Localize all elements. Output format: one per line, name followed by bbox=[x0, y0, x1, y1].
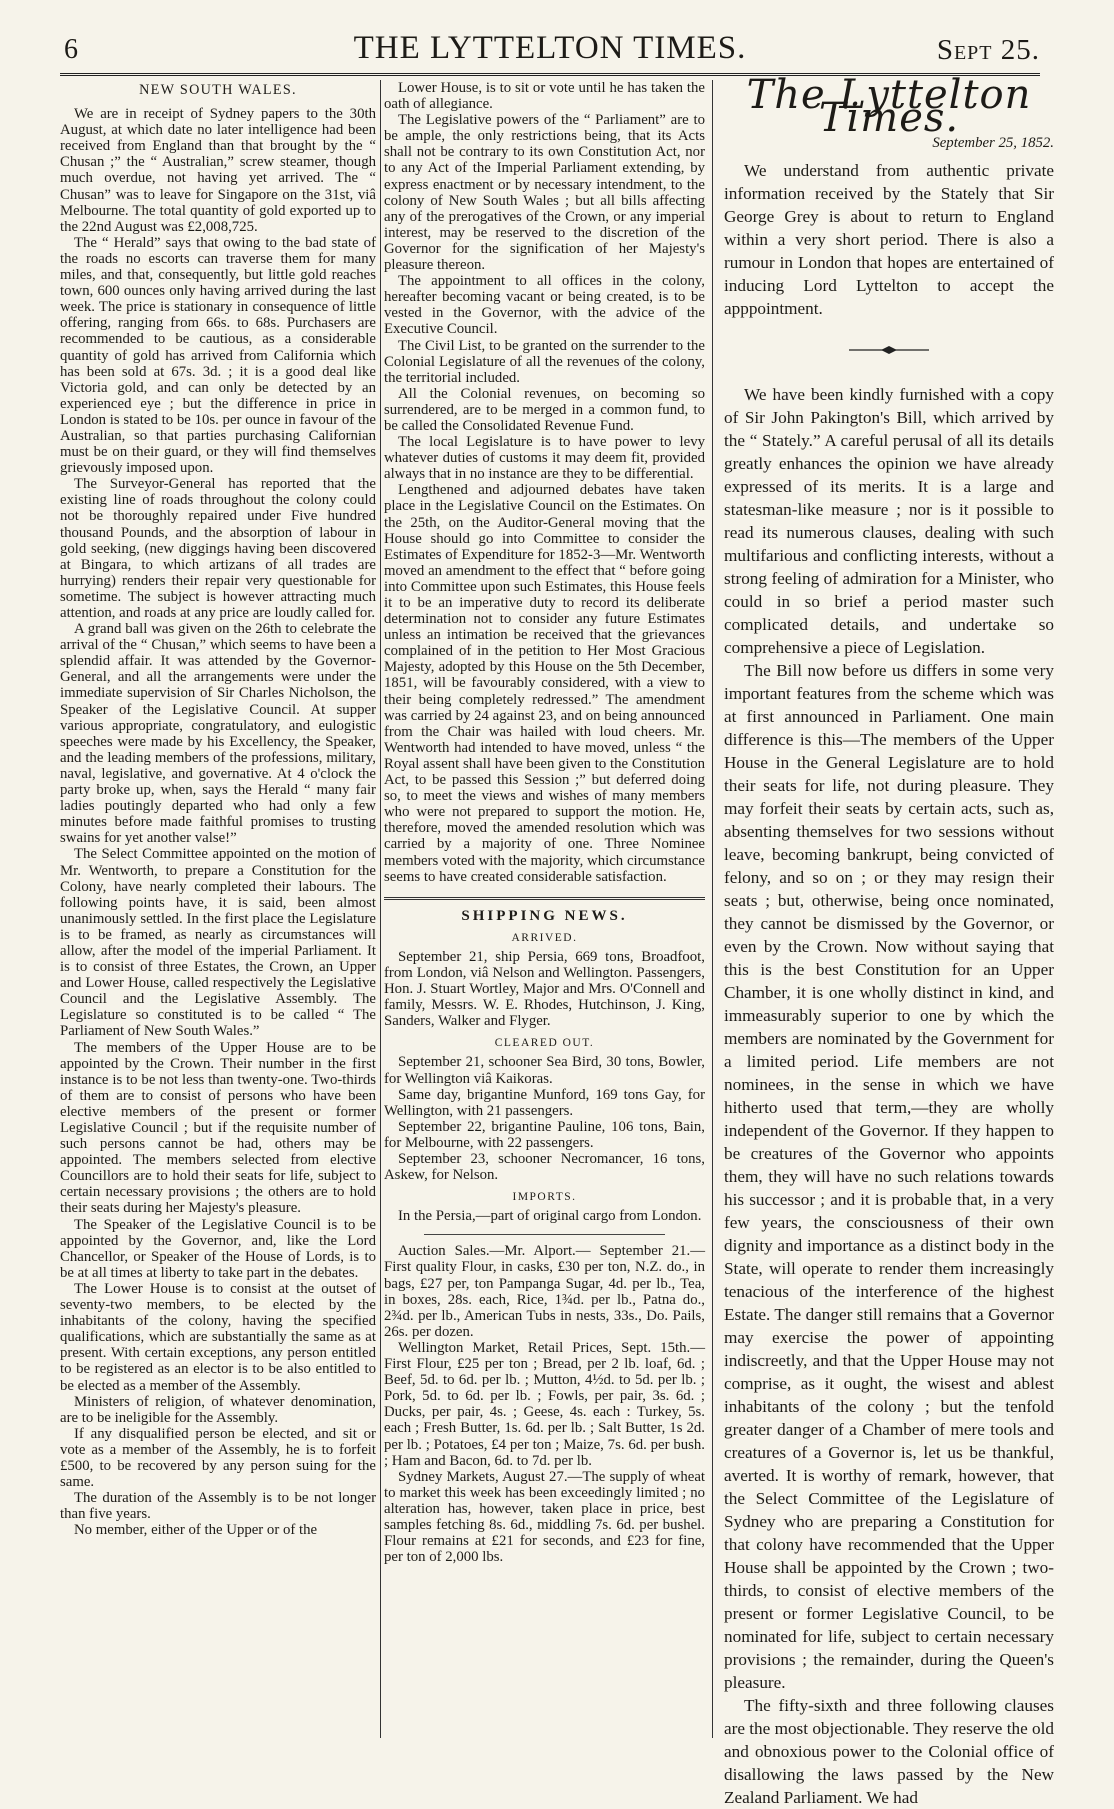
paragraph: The Surveyor-General has reported that the existing line of roads throughout the colony could not be thoroughly repaired under Five hundred thousand Pounds, and the absorption of labour in gold seeking, (new diggings having been discovered at Bingara, to which artizans of all trades are hurrying) renders their repair very questionable for sometime. The subject is however attracting much attention, and roads at any price are loudly called for. bbox=[60, 476, 376, 621]
column-2 bbox=[384, 80, 705, 1742]
paragraph: The local Legislature is to have power to levy whatever duties of customs it may deem fit, provided always that in no instance are they to be differential. bbox=[384, 434, 705, 483]
paragraph: Auction Sales.—Mr. Alport.— September 21.—First quality Flour, in casks, £30 per ton, N.Z. do., in bags, £27 per, ton Pampanga Sugar, 4d. per lb., Tea, in boxes, 28s. each, Rice, 1¾d. per lb., Patna do., 2¾d. per lb., American Tubs in nests, 33s., Do. Pails, 26s. per dozen. bbox=[384, 1243, 705, 1340]
imports-label: IMPORTS. bbox=[512, 1191, 577, 1204]
paragraph: Sydney Markets, August 27.—The supply of wheat to market this week has been exceedingly limited ; no alteration has, however, taken place in price, best samples fetching 8s. 6d., middling 7s. 6d. per bushel. Flour remains at £21 for seconds, and £23 for fine, per ton of 2,000 lbs. bbox=[384, 1468, 705, 1566]
paragraph: Lower House, is to sit or vote until he has taken the oath of allegiance. bbox=[384, 80, 705, 113]
paragraph: September 21, schooner Sea Bird, 30 tons, Bowler, for Wellington viâ Kaikoras. bbox=[384, 1054, 705, 1087]
paragraph: All the Colonial revenues, on becoming so surrendered, are to be merged in a common fund, to be called the Consolidated Revenue Fund. bbox=[384, 385, 705, 434]
section-rule bbox=[384, 897, 705, 900]
paragraph: The Bill now before us differs in some very important features from the scheme which was at first announced in Parliament. One main difference is this—The members of the Upper House in the General Legislature are to hold their seats for life, not during pleasure. They may forfeit their seats by certain acts, such as, absenting themselves for two sessions without leave, becoming bankrupt, being convicted of felony, and so on ; or they may resign their seats ; but, otherwise, being once nominated, they cannot be dismissed by the Governor, or even by the Crown. Now without saying that this is the best Constitution for an Upper Chamber, it is one wholly distinct in kind, and immeasurably superior to one by which the members are nominated by the Government for a limited period. Life members are not nominees, in the sense in which we have hitherto used that term,—they are wholly independent of the Governor. If they happen to be creatures of the Governor who appoints them, they will have no such relations towards his successor ; and it is probable that, in a very few years, the consciousness of their own dignity and importance as a distinct body in the State, will operate to render them increasingly tenacious of the interference of the highest Estate. The danger still remains that a Governor may exercise the power of appointing indiscreetly, and that the Upper House may not comprise, as it ought, the wisest and ablest inhabitants of the colony ; but the tenfold greater danger of a Chamber of mere tools and creatures of a Governor is, let us be thankful, averted. It is worthy of remark, however, that the Select Committee of the Legislature of Sydney who are preparing a Constitution for that colony have recommended that the Upper House shall be appointed by the Crown ; two-thirds, to consist of elective members of the present or former Legislative Council, to be nominated for life, subject to certain necessary provisions ; the remainder, during the Queen's pleasure. bbox=[724, 661, 1054, 1692]
paragraph: We understand from authentic private information received by the Stately that Sir George Grey is about to return to England within a very short period. There is also a rumour in London that hopes are entertained of inducing Lord Lyttelton to accept the apppointment. bbox=[724, 161, 1054, 318]
column-divider bbox=[712, 80, 713, 1738]
section-heading: NEW SOUTH WALES. bbox=[139, 82, 297, 98]
paragraph: The Select Committee appointed on the motion of Mr. Wentworth, to prepare a Constitution for the Colony, have nearly completed their labours. The following points have, it is said, been almost unanimously settled. In the first place the Legislature is to be framed, as nearly as circumstances will allow, after the model of the imperial Parliament. It is to consist of three Estates, the Crown, an Upper and Lower House, called respectively the Legislative Council and the Legislative Assembly. The Legislature so constituted is to be called “ The Parliament of New South Wales.” bbox=[60, 846, 376, 1040]
editorial-rest bbox=[724, 383, 1054, 1809]
column-3 bbox=[724, 72, 1054, 1807]
cleared-list bbox=[384, 1054, 705, 1183]
editorial-first bbox=[724, 159, 1054, 320]
paragraph: We are in receipt of Sydney papers to the 30th August, at which date no later intelligence had been received from England than that brought by the “ Chusan ;” the “ Australian,” screw steamer, though much overdue, not having yet arrived. The “ Chusan” was to leave for Singapore on the 31st, viâ Melbourne. The total quantity of gold exported up to the 22nd August was £2,008,725. bbox=[60, 106, 376, 235]
short-rule bbox=[424, 1234, 665, 1235]
cleared-label: CLEARED OUT. bbox=[494, 1037, 595, 1050]
paragraph: The Lower House is to consist at the outset of seventy-two members, to be elected by the inhabitants of the colony, having the specified qualifications, which are substantially the same as at present. With certain exceptions, any person entitled to be registered as an elector is to be also entitled to be elected as a member of the Assembly. bbox=[60, 1280, 376, 1394]
paragraph: Same day, brigantine Munford, 169 tons Gay, for Wellington, with 21 passengers. bbox=[384, 1086, 705, 1119]
paragraph: September 21, ship Persia, 669 tons, Broadfoot, from London, viâ Nelson and Wellington. Passengers, Hon. J. Stuart Wortley, Major and Mrs. O'Connell and family, Messrs. W. E. Rhodes, Hutchinson, J. King, Sanders, Walker and Flyger. bbox=[384, 948, 705, 1030]
paragraph: The Speaker of the Legislative Council is to be appointed by the Governor, and, like the Lord Chancellor, or Speaker of the House of Lords, is to be at all times at liberty to take part in the debates. bbox=[60, 1216, 376, 1281]
paragraph: The fifty-sixth and three following clauses are the most objectionable. They reserve the old and obnoxious power to the Colonial office of disallowing the laws passed by the New Zealand Parliament. We had bbox=[724, 1696, 1054, 1807]
ornament-divider-icon bbox=[724, 338, 1054, 361]
paragraph: September 23, schooner Necromancer, 16 tons, Askew, for Nelson. bbox=[384, 1151, 705, 1184]
paragraph: A grand ball was given on the 26th to celebrate the arrival of the “ Chusan,” which seems to have been a splendid affair. It was attended by the Governor-General, and all the arrangements were under the immediate supervision of Sir Charles Nicholson, the Speaker of the Legislative Council. At supper various appropriate, congratulatory, and eulogistic speeches were made by his Excellency, the Speaker, and the leading members of the professions, military, naval, legislative, and governative. At 4 o'clock the party broke up, when, says the Herald “ many fair ladies poutingly departed who had only a few minutes before made faithful promises to trusting swains for yet another valse!” bbox=[60, 621, 376, 847]
paragraph: Wellington Market, Retail Prices, Sept. 15th.—First Flour, £25 per ton ; Bread, per 2 lb. loaf, 6d. ; Beef, 5d. to 6d. per lb. ; Mutton, 4½d. to 5d. per lb. ; Pork, 5d. to 6d. per lb. ; Fowls, per pair, 3s. 6d. ; Ducks, per pair, 4s. ; Geese, 4s. each : Turkey, 5s. each ; Fresh Butter, 1s. 6d. per lb. ; Salt Butter, 1s 2d. per lb. ; Potatoes, £4 per ton ; Maize, 7s. 6d. per bush. ; Ham and Bacon, 6d. to 7d. per lb. bbox=[384, 1339, 705, 1469]
imports-list bbox=[384, 1208, 705, 1224]
arrived-list bbox=[384, 949, 705, 1029]
paragraph: The duration of the Assembly is to be not longer than five years. bbox=[60, 1490, 376, 1523]
paragraph: In the Persia,—part of original cargo from London. bbox=[398, 1208, 702, 1225]
paragraph: No member, either of the Upper or of the bbox=[74, 1522, 318, 1539]
page-number: 6 bbox=[64, 34, 78, 65]
editorial-title: The Lyttelton Times. bbox=[746, 72, 1032, 141]
paragraph: The appointment to all offices in the colony, hereafter becoming vacant or being created, is to be vested in the Governor, with the advice of the Executive Council. bbox=[384, 273, 705, 338]
paragraph: September 22, brigantine Pauline, 106 tons, Bain, for Melbourne, with 22 passengers. bbox=[384, 1118, 705, 1151]
editorial-date: September 25, 1852. bbox=[932, 135, 1054, 151]
newspaper-title: THE LYTTELTON TIMES. bbox=[353, 30, 747, 66]
paragraph: The members of the Upper House are to be appointed by the Crown. Their number in the first instance is to be not less than twenty-one. Two-thirds of them are to consist of persons who have been elective members of the present or former Legislative Council ; but if the requisite number of such persons cannot be had, others may be appointed. The members selected from elective Councillors are to hold their seats for life, subject to certain necessary provisions ; the others are to hold their seats during her Majesty's pleasure. bbox=[60, 1039, 376, 1217]
paragraph: The Legislative powers of the “ Parliament” are to be ample, the only restrictions being, that its Acts shall not be contrary to its own Constitution Act, nor to any Act of the Imperial Parliament extending, by express enactment or by necessary intendment, to the colony of New South Wales ; but all bills affecting any of the prerogatives of the Crown, or any imperial interest, may be reserved to the discretion of the Governor for the signification of her Majesty's pleasure thereon. bbox=[384, 112, 705, 274]
paragraph: The “ Herald” says that owing to the bad state of the roads no escorts can traverse them for many miles, and that, consequently, but little gold reaches town, 600 ounces only having arrived during the last week. The price is stationary in consequence of little offering, ranging from 66s. to 68s. Purchasers are recommended to be cautious, as a considerable quantity of gold has arrived from California which has been sold at 67s. 3d. ; it is a good deal like Victoria gold, and can only be detected by an experienced eye ; but the difference in price in London is stated to be 10s. per ounce in favour of the Australian, so that parties purchasing Californian must be on their guard, or they will find themselves grievously imposed upon. bbox=[60, 234, 376, 477]
arrived-label: ARRIVED. bbox=[511, 931, 578, 944]
paragraph: The Civil List, to be granted on the surrender to the Colonial Legislature of all the revenues of the colony, the territorial included. bbox=[384, 337, 705, 386]
paragraph: We have been kindly furnished with a copy of Sir John Pakington's Bill, which arrived by the “ Stately.” A careful perusal of all its details greatly enhances the opinion we have already expressed of its merits. It is a large and statesman-like measure ; nor is it possible to read its numerous clauses, dealing with such multifarious and conflicting interests, without a strong feeling of admiration for a Minister, who could in so brief a period master such complicated details, and undertake so comprehensive a piece of Legislation. bbox=[724, 385, 1054, 657]
column-divider bbox=[380, 80, 381, 1738]
paragraph: If any disqualified person be elected, and sit or vote as a member of the Assembly, he is to forfeit £500, to be recovered by any person suing for the same. bbox=[60, 1425, 376, 1491]
column-2-body bbox=[384, 80, 705, 885]
market-reports bbox=[384, 1243, 705, 1565]
paragraph: Ministers of religion, of whatever denomination, are to be ineligible for the Assembly. bbox=[60, 1393, 376, 1426]
column-1-body bbox=[60, 106, 376, 1538]
issue-date: Sept 25. bbox=[936, 34, 1040, 66]
column-1 bbox=[60, 80, 376, 1742]
shipping-heading: SHIPPING NEWS. bbox=[461, 907, 628, 924]
paragraph: Lengthened and adjourned debates have taken place in the Legislative Council on the Estimates. On the 25th, on the Auditor-General moving that the House should go into Committee to consider the Estimates of Expenditure for 1852-3—Mr. Wentworth moved an amendment to the effect that “ before going into Committee upon such Estimates, this House feels it to be an imperative duty to record its deliberate determination not to consider any future Estimates unless an intimation be received that the grievances complained of in the petition to Her Most Gracious Majesty, adopted by this House on the 5th December, 1851, will be favourably considered, with a view to their being completely redressed.” The amendment was carried by 24 against 23, and on being announced from the Chair was hailed with loud cheers. Mr. Wentworth had intended to have moved, unless “ the Royal assent shall have been given to the Constitution Act, to be passed this Session ;” but deferred doing so, to meet the views and wishes of many members who were not prepared to support the motion. He, therefore, moved the amended resolution which was carried by a majority of one. Three Nominee members voted with the majority, which circumstance seems to have created considerable satisfaction. bbox=[384, 482, 705, 885]
